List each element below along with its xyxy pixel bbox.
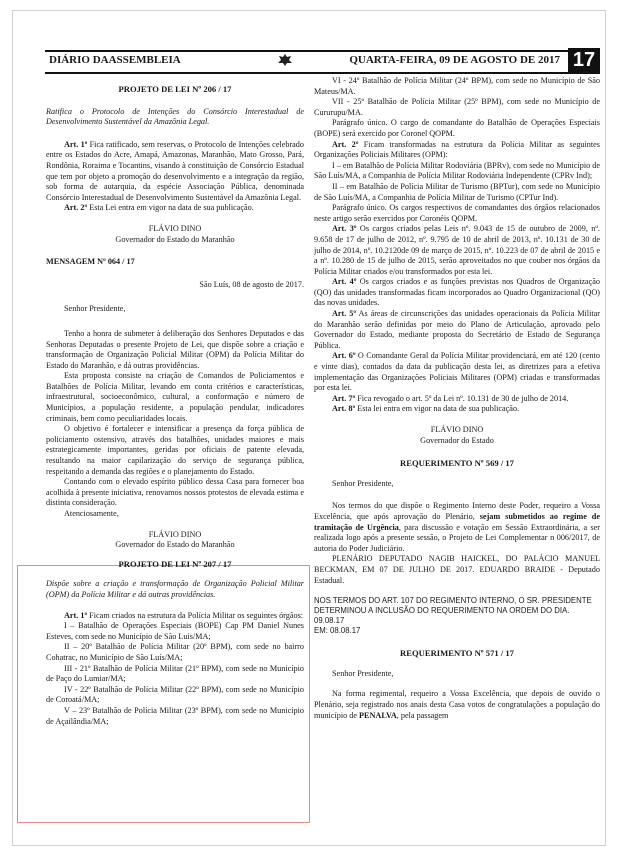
- mensagem-paragraph: Contando com o elevado espírito público dessa Casa para fornecer boa acolhida à presente iniciativa, renovamos nossos protestos de elevada estima e distinta consideração.: [46, 477, 304, 508]
- page-header: [45, 50, 600, 74]
- pl207-art2: Art. 2º Ficam transformadas na estrutura da Polícia Militar as seguintes Organizações Policiais Militares (OPM):: [314, 139, 600, 160]
- pl207-art3: Art. 3º Os cargos criados pelas Leis nº. 9.043 de 15 de outubro de 2009, nº. 9.658 de 17 de julho de 2012, nº. 9.795 de 10 de abril de 2013, nº. 10.131 de 30 de julho de 2014, nº. 10.2120de 09 de março de 2015, nº. 10.223 de 07 de abril de 2015 e a nº. 10.280 de 15 de julho de 2015, serão aproveitados no que couber nos órgãos da Polícia Militar criados e/ou transformados por esta lei.: [314, 224, 600, 276]
- mensagem-greeting: Senhor Presidente,: [64, 304, 126, 314]
- pl207-item: III - 21º Batalhão de Polícia Militar (21º BPM), com sede no Município de Paço do Lumiar/MA;: [46, 663, 304, 684]
- mensagem-closing: Atenciosamente,: [64, 509, 119, 518]
- req569-greeting: Senhor Presidente,: [332, 478, 394, 488]
- pl207-art8: Art. 8º Esta lei entra em vigor na data de sua publicação.: [332, 404, 520, 414]
- pl207-item: V – 23º Batalhão de Polícia Militar (23º BPM), com sede no Município de Açailândia/MA;: [46, 705, 304, 726]
- signature-role: Governador do Estado: [420, 435, 494, 445]
- req571-title: REQUERIMENTO Nº 571 / 17: [400, 648, 514, 659]
- mensagem-date: São Luís, 08 de agosto de 2017.: [199, 279, 304, 289]
- pl207-item: II – em Batalhão de Polícia Militar de Turismo (BPTur), com sede no Município de São Luís/MA, a Companhia de Polícia Militar de Turismo (CPTur Ind).: [314, 181, 600, 202]
- signature-name: FLÁVIO DINO: [430, 425, 484, 434]
- signature-role: Governador do Estado do Maranhão: [115, 234, 235, 244]
- pl206-title: PROJETO DE LEI Nº 206 / 17: [118, 84, 232, 94]
- pl207-art5: Art. 5º As áreas de circunscrições das unidades operacionais da Polícia Militar do Maranhão serão definidas por meio do Plano de Articulação, aprovado pelo Governador do Estado, mediante proposta do Secretário de Estado de Segurança Pública.: [314, 309, 600, 350]
- mensagem-title: MENSAGEM Nº 064 / 17: [46, 257, 135, 267]
- right-column: [314, 76, 600, 721]
- publication-date: QUARTA-FEIRA, 09 DE AGOSTO DE 2017: [349, 54, 560, 66]
- mensagem-paragraph: Esta proposta consiste na criação de Comandos de Policiamentos e Batalhões de Polícia Militar, levando em conta critérios e características, infraestrutural, socioeconômico, cultural, a conformação e número de Municípios, a população residente, a população pendular, indicadores criminais, bem como peculiaridades locais.: [46, 371, 304, 423]
- pl207-item: I – em Batalhão de Polícia Militar Rodoviária (BPRv), com sede no Município de São Luís/MA, a Companhia de Polícia Militar Rodoviária Independente (CPRv Ind);: [314, 160, 600, 181]
- pl206-art2: Art. 2º Esta Lei entra em vigor na data de sua publicação.: [64, 203, 254, 213]
- pl207-ementa: Dispõe sobre a criação e transformação de Organização Policial Militar (OPM) da Polícia Militar e dá outras providências.: [46, 579, 304, 599]
- coat-of-arms-icon: [277, 53, 293, 67]
- signature-name: FLÁVIO DINO: [148, 529, 202, 539]
- req569-plenario: PLENÁRIO DEPUTADO NAGIB HAICKEL, DO PALÁCIO MANUEL BECKMAN, EM 07 DE JULHO DE 2017. EDUARDO BRAIDE - Deputado Estadual.: [314, 554, 600, 585]
- pl206-ementa: Ratifica o Protocolo de Intenções do Consórcio Interestadual de Desenvolvimento Sustentável da Amazônia Legal.: [46, 106, 304, 127]
- pl207-item: IV - 22º Batalhão de Polícia Militar (22º BPM), com sede no Município de Coroatá/MA;: [46, 684, 304, 705]
- page-number: 17: [568, 48, 600, 72]
- req571-greeting: Senhor Presidente,: [332, 668, 394, 678]
- pl207-item: I – Batalhão de Operações Especiais (BOPE) Cap PM Daniel Nunes Esteves, com sede no Município de São Luís/MA;: [46, 621, 304, 641]
- paragrafo-unico: Parágrafo único. Os cargos respectivos de comandantes dos órgãos relacionados neste artigo serão exercidos por Coronéis QOPM.: [314, 203, 600, 223]
- pl207-item: VII - 25º Batalhão de Polícia Militar (25º BPM), com sede no Município de Cururupu/MA.: [314, 97, 600, 117]
- left-column: [46, 84, 304, 727]
- journal-title: DIÁRIO DAASSEMBLEIA: [49, 54, 181, 66]
- mensagem-paragraph: Tenho a honra de submeter à deliberação dos Senhores Deputados e das Senhoras Deputadas o presente Projeto de Lei, que dispõe sobre a criação e transformação de Organização Policial Militar (OPM) da Polícia Militar do Estado do Maranhão, e dá outras providências.: [46, 328, 304, 370]
- paragrafo-unico: Parágrafo único. O cargo de comandante do Batalhão de Operações Especiais (BOPE) será exercido por Coronel QOPM.: [314, 118, 600, 138]
- signature-name: FLÁVIO DINO: [148, 223, 202, 233]
- req569-title: REQUERIMENTO Nº 569 / 17: [400, 458, 514, 469]
- pl207-art4: Art. 4º Os cargos criados e as funções previstas nos Quadros de Organização (QO) das unidades transformadas ficam incorporados ao Quadro Organizacional (QO) das novas unidades.: [314, 277, 600, 308]
- pl207-art7: Art. 7º Fica revogado o art. 5º da Lei nº. 10.131 de 30 de julho de 2014.: [332, 393, 569, 403]
- pl207-title: PROJETO DE LEI Nº 207 / 17: [118, 558, 232, 569]
- pl207-item: VI - 24º Batalhão de Polícia Militar (24º BPM), com sede no Município de São Mateus/MA.: [314, 76, 600, 96]
- req569-date: EM: 08.08.17: [314, 626, 361, 636]
- pl207-art6: Art. 6º O Comandante Geral da Polícia Militar providenciará, em até 120 (cento e vinte dias), contados da data da publicação desta lei, as diretrizes para a efetiva implementação das Organizações Policiais Militares (OPM) criadas e transformadas por esta lei.: [314, 351, 600, 393]
- pl206-art1: Art. 1º Fica ratificado, sem reservas, o Protocolo de Intenções celebrado entre os Estados do Acre, Amapá, Amazonas, Maranhão, Mato Grosso, Pará, Rondônia, Roraima e Tocantins, visando à constituição de Consórcio Estadual que tem por objeto a promoção do desenvolvimento e a integração da região, sob forma de autarquia, da espécie Associação Pública, denominada Consórcio Interestadual de Desenvolvimento Sustentável da Amazônia Legal.: [46, 139, 304, 202]
- req571-body: Na forma regimental, requeiro a Vossa Excelência, que depois de ouvido o Plenário, seja registrado nos anais desta Casa votos de congratulações a população do município de PENALVA, pela passagem: [314, 689, 600, 720]
- req569-body: Nos termos do que dispõe o Regimento Interno deste Poder, requeiro a Vossa Excelência, que após aprovação do Plenário, sejam submetidos ao regime de tramitação de Urgência, para discussão e votação em Sessão Extraordinária, a ser realizada logo após a presente sessão, o Projeto de Lei Complementar n 006/2017, de autoria do Poder Judiciário.: [314, 501, 600, 553]
- mensagem-paragraph: O objetivo é fortalecer e intensificar a presença da força pública de policiamento ostensivo, através dos batalhões, unidades maiores e mais estrategicamente importantes, geridas por oficiais de patente elevada, resultando na maior capilarização do serviço de segurança pública, respeitando a demanda das regiões e o planejamento do Estado.: [46, 424, 304, 476]
- pl207-art1: Art. 1º Ficam criados na estrutura da Polícia Militar os seguintes órgãos:: [64, 610, 304, 620]
- signature-role: Governador do Estado do Maranhão: [115, 540, 235, 550]
- req569-note: NOS TERMOS DO ART. 107 DO REGIMENTO INTERNO, O SR. PRESIDENTE DETERMINOU A INCLUSÃO DO REQUERIMENTO NA ORDEM DO DIA. 09.08.17: [314, 596, 592, 626]
- pl207-item: II – 20º Batalhão de Polícia Militar (20º BPM), com sede no bairro Cohatrac, no Município de São Luís/MA;: [46, 642, 304, 662]
